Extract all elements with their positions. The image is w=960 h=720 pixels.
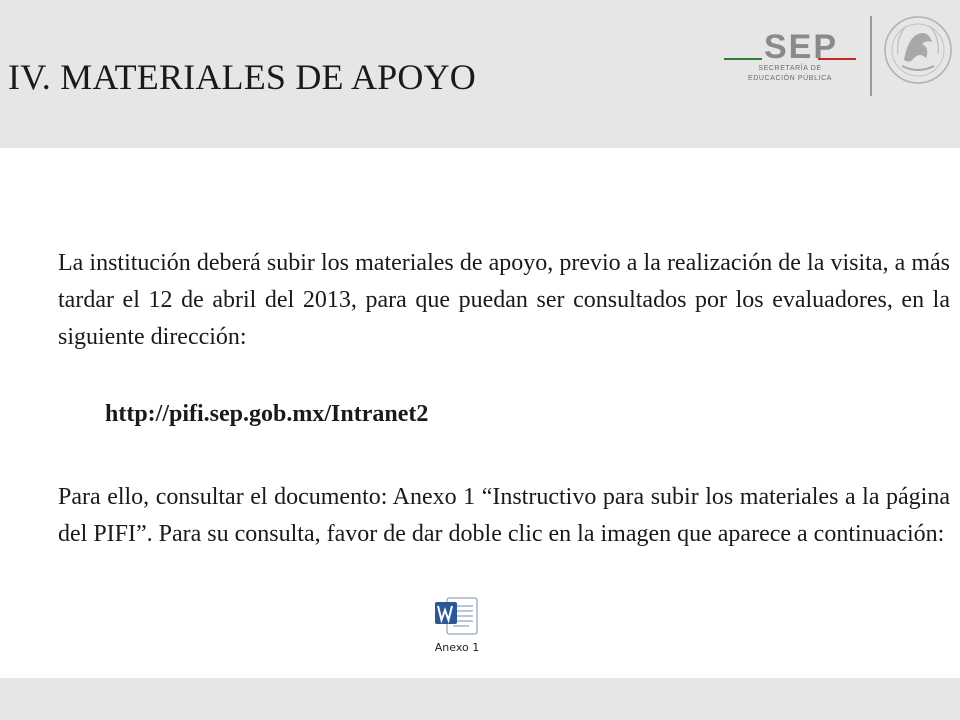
footer-band: [0, 678, 960, 720]
logo-sep-text: SEP: [764, 28, 839, 66]
header-band: [0, 0, 960, 148]
logo-subtitle-line1: SECRETARÍA DE: [758, 65, 822, 72]
page-title: IV. MATERIALES DE APOYO: [8, 57, 476, 97]
logo-divider: [870, 16, 872, 96]
mexico-seal-icon: [882, 8, 954, 98]
intranet-url: http://pifi.sep.gob.mx/Intranet2: [105, 401, 429, 427]
attachment-label[interactable]: Anexo 1: [434, 641, 480, 654]
instruction-paragraph-2: Para ello, consultar el documento: Anexo 1 “Instructivo para subir los materiales a la página del PIFI”. Para su consulta, favor de dar doble clic en la imagen que aparece a continuación:: [58, 484, 950, 547]
instruction-paragraph-1: La institución deberá subir los materiales de apoyo, previo a la realización de la visita, a más tardar el 12 de abril del 2013, para que puedan ser consultados por los evaluadores, en la siguiente dirección:: [58, 250, 950, 350]
word-document-icon[interactable]: [433, 596, 481, 636]
sep-logo: [724, 10, 954, 130]
logo-subtitle-line2: EDUCACIÓN PÚBLICA: [747, 75, 833, 82]
logo-green-line: [724, 58, 762, 60]
